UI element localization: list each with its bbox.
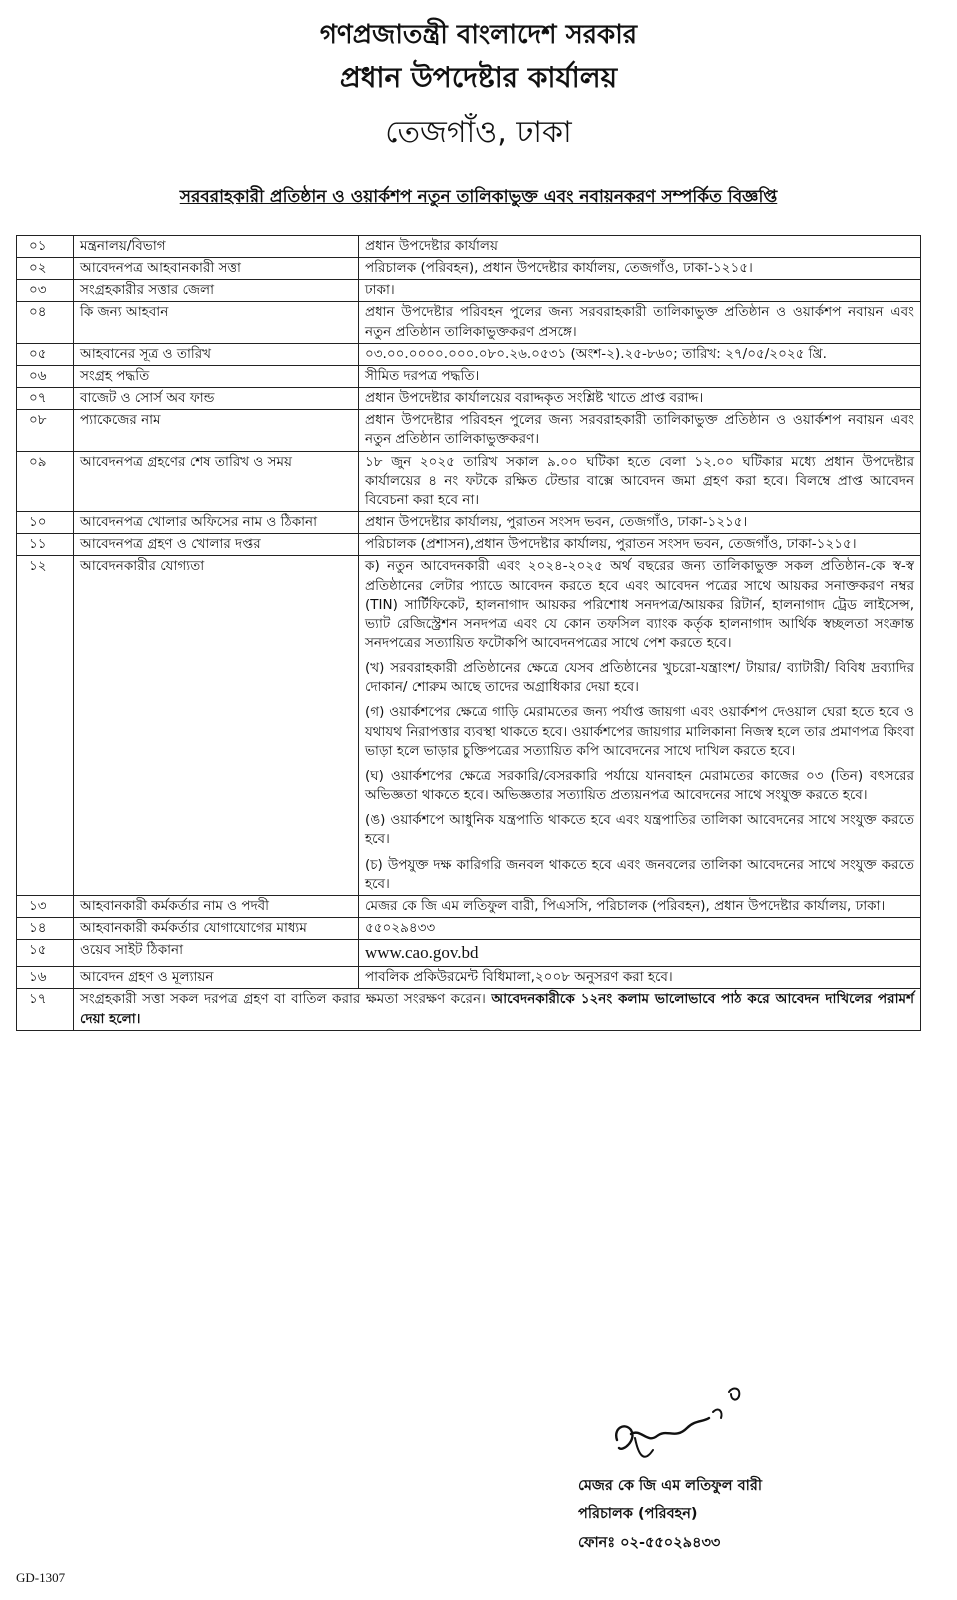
table-row [17,534,921,556]
document-code: GD-1307 [16,1570,66,1585]
table-row [17,280,921,302]
row-number: ০৮ [17,410,74,451]
table-row [17,512,921,534]
row-label: প্যাকেজের নাম [74,410,359,451]
row-label: আবেদনপত্র খোলার অফিসের নাম ও ঠিকানা [74,512,359,534]
office-heading: প্রধান উপদেষ্টার কার্যালয় [339,61,618,94]
table-row [17,918,921,940]
notice-subject [0,184,957,212]
row-value: সীমিত দরপত্র পদ্ধতি। [359,365,921,387]
website-link[interactable]: www.cao.gov.bd [359,940,921,967]
row-number: ১৫ [17,940,74,967]
row-value: ১৮ জুন ২০২৫ তারিখ সকাল ৯.০০ ঘটিকা হতে বেলা ১২.০০ ঘটিকার মধ্যে প্রধান উপদেষ্টার কার্যালয়ের ৪ নং ফটকে রক্ষিত টেন্ডার বাক্সে আবেদন জমা গ্রহণ করা হবে। বিলম্বে প্রাপ্ত আবেদন বিবেচনা করা হবে না। [359,451,921,511]
govt-heading: গণপ্রজাতন্ত্রী বাংলাদেশ সরকার [319,20,638,50]
table-row [17,940,921,967]
row-value: প্রধান উপদেষ্টার পরিবহন পুলের জন্য সরবরাহকারী তালিকাভুক্ত প্রতিষ্ঠান ও ওয়ার্কশপ নবায়ন এবং নতুন প্রতিষ্ঠান তালিকাভুক্তকরণ প্রসঙ্গে। [359,302,921,343]
final-note [74,989,921,1030]
table-row [17,343,921,365]
row-value: প্রধান উপদেষ্টার কার্যালয়, পুরাতন সংসদ ভবন, তেজগাঁও, ঢাকা-১২১৫। [359,512,921,534]
row-label: মন্ত্রনালয়/বিভাগ [74,236,359,258]
qualification-item: (ঙ) ওয়ার্কশপে আধুনিক যন্ত্রপাতি থাকতে হবে এবং যন্ত্রপাতির তালিকা আবেদনের সাথে সংযুক্ত করতে হবে। [365,812,914,848]
row-label: আবেদনকারীর যোগ্যতা [74,556,359,896]
table-row [17,236,921,258]
qualification-item: ক) নতুন আবেদনকারী এবং ২০২৪-২০২৫ অর্থ বছরের জন্য তালিকাভুক্ত সকল প্রতিষ্ঠান-কে স্ব-স্ব প্রতিষ্ঠানের লেটার প্যাডে আবেদন করতে হবে এবং আবেদন পত্রের সাথে আয়কর সনাক্তকরণ নম্বর (TIN) সার্টিফিকেট, হালনাগাদ আয়কর পরিশোধ সনদপত্র/আয়কর রিটার্ন, হালনাগাদ ট্রেড লাইসেন্স, ভ্যাট রেজিস্ট্রেশন সনদপত্র এবং যে কোন তফসিল ব্যাংক কর্তৃক হালনাগাদ আর্থিক স্বচ্ছলতা সংক্রান্ত সনদপত্রের সত্যায়িত ফটোকপি আবেদনপত্রের সাথে পেশ করতে হবে। [365,558,914,651]
signature-block [578,1472,908,1557]
row-number: ১৭ [17,989,74,1030]
row-label: আবেদনপত্র আহবানকারী সত্তা [74,258,359,280]
table-row [17,365,921,387]
row-label: আহবানের সূত্র ও তারিখ [74,343,359,365]
qualification-item: (গ) ওয়ার্কশপের ক্ষেত্রে গাড়ি মেরামতের জন্য পর্যাপ্ত জায়গা এবং ওয়ার্কশপ দেওয়াল ঘেরা হতে হবে ও যথাযথ নিরাপত্তার ব্যবস্থা থাকতে হবে। ওয়ার্কশপের জায়গার মালিকানা নিজস্ব হলে তার প্রমাণপত্র কিংবা ভাড়া হলে ভাড়ার চুক্তিপত্রের সত্যায়িত কপি আবেদনের সাথে দাখিল করতে হবে। [365,704,914,759]
row-value: পরিচালক (প্রশাসন),প্রধান উপদেষ্টার কার্যালয়, পুরাতন সংসদ ভবন, তেজগাঁও, ঢাকা-১২১৫। [359,534,921,556]
table-row [17,258,921,280]
row-label: আবেদন গ্রহণ ও মূল্যায়ন [74,967,359,989]
signature-scribble [595,1378,775,1468]
final-note-normal: সংগ্রহকারী সত্তা সকল দরপত্র গ্রহণ বা বাতিল করার ক্ষমতা সংরক্ষণ করেন। [80,991,486,1008]
table-row [17,302,921,343]
qualification-item: (চ) উপযুক্ত দক্ষ কারিগরি জনবল থাকতে হবে এবং জনবলের তালিকা আবেদনের সাথে সংযুক্ত করতে হবে। [365,856,914,892]
table-row [17,388,921,410]
row-number: ০৩ [17,280,74,302]
row-number: ০২ [17,258,74,280]
row-number: ০১ [17,236,74,258]
row-value: ৫৫০২৯৪৩৩ [359,918,921,940]
qualification-list [359,556,921,896]
row-number: ০৯ [17,451,74,511]
row-number: ১১ [17,534,74,556]
row-label: আবেদনপত্র গ্রহণের শেষ তারিখ ও সময় [74,451,359,511]
table-row [17,451,921,511]
signatory-name: মেজর কে জি এম লতিফুল বারী [578,1478,762,1494]
qualification-item: (ঘ) ওয়ার্কশপের ক্ষেত্রে সরকারি/বেসরকারি পর্যায়ে যানবাহন মেরামতের কাজের ০৩ (তিন) বৎসরের অভিজ্ঞতা থাকতে হবে। অভিজ্ঞতার সত্যায়িত প্রত্যয়নপত্র আবেদনের সাথে সংযুক্ত করতে হবে। [365,767,914,804]
row-label: কি জন্য আহবান [74,302,359,343]
notice-subject-text: সরবরাহকারী প্রতিষ্ঠান ও ওয়ার্কশপ নতুন তালিকাভুক্ত এবং নবায়নকরণ সম্পর্কিত বিজ্ঞপ্তি [179,187,778,207]
row-number: ১০ [17,512,74,534]
row-value: ঢাকা। [359,280,921,302]
row-number: ০৪ [17,302,74,343]
row-value: প্রধান উপদেষ্টার কার্যালয়ের বরাদ্দকৃত সংশ্লিষ্ট খাতে প্রাপ্ত বরাদ্দ। [359,388,921,410]
final-note-bold: আবেদনকারীকে ১২নং কলাম ভালোভাবে পাঠ করে আবেদন দাখিলের পরামর্শ দেয়া হলো। [80,991,915,1027]
row-value: পরিচালক (পরিবহন), প্রধান উপদেষ্টার কার্যালয়, তেজগাঁও, ঢাকা-১২১৫। [359,258,921,280]
row-number: ১৪ [17,918,74,940]
row-value: প্রধান উপদেষ্টার পরিবহন পুলের জন্য সরবরাহকারী তালিকাভুক্ত প্রতিষ্ঠান ও ওয়ার্কশপ নবায়ন এবং নতুন প্রতিষ্ঠান তালিকাভুক্তকরণ। [359,410,921,451]
row-label: আবেদনপত্র গ্রহণ ও খোলার দপ্তর [74,534,359,556]
row-number: ১৩ [17,895,74,917]
row-label: ওয়েব সাইট ঠিকানা [74,940,359,967]
table-row [17,410,921,451]
row-number: ০৭ [17,388,74,410]
table-row-qualification [17,556,921,896]
row-label: আহবানকারী কর্মকর্তার যোগাযোগের মাধ্যম [74,918,359,940]
row-label: সংগ্রহকারীর সত্তার জেলা [74,280,359,302]
table-row [17,895,921,917]
qualification-item: (খ) সরবরাহকারী প্রতিষ্ঠানের ক্ষেত্রে যেসব প্রতিষ্ঠানের খুচরো-যন্ত্রাংশ/ টায়ার/ ব্যাটারী/ বিবিধ দ্রব্যাদির দোকান/ শোরুম আছে তাদের অগ্রাধিকার দেয়া হবে। [365,660,914,696]
table-row [17,967,921,989]
table-row-final-note [17,989,921,1030]
notice-table [16,235,921,1031]
row-value: ০৩.০০.০০০০.০০০.০৮০.২৬.০৫৩১ (অংশ-২).২৫-৮৬০; তারিখ: ২৭/০৫/২০২৫ খ্রি. [359,343,921,365]
row-number: ১২ [17,556,74,896]
row-value: প্রধান উপদেষ্টার কার্যালয় [359,236,921,258]
row-value: পাবলিক প্রকিউরমেন্ট বিধিমালা,২০০৮ অনুসরণ করা হবে। [359,967,921,989]
row-number: ০৫ [17,343,74,365]
row-label: আহবানকারী কর্মকর্তার নাম ও পদবী [74,895,359,917]
row-label: সংগ্রহ পদ্ধতি [74,365,359,387]
row-number: ১৬ [17,967,74,989]
row-number: ০৬ [17,365,74,387]
location-heading: তেজগাঁও, ঢাকা [385,115,572,150]
signatory-phone: ফোনঃ ০২-৫৫০২৯৪৩৩ [578,1534,721,1551]
row-label: বাজেট ও সোর্স অব ফান্ড [74,388,359,410]
row-value: মেজর কে জি এম লতিফুল বারী, পিএসসি, পরিচালক (পরিবহন), প্রধান উপদেষ্টার কার্যালয়, ঢাকা। [359,895,921,917]
signatory-title: পরিচালক (পরিবহন) [578,1506,698,1523]
